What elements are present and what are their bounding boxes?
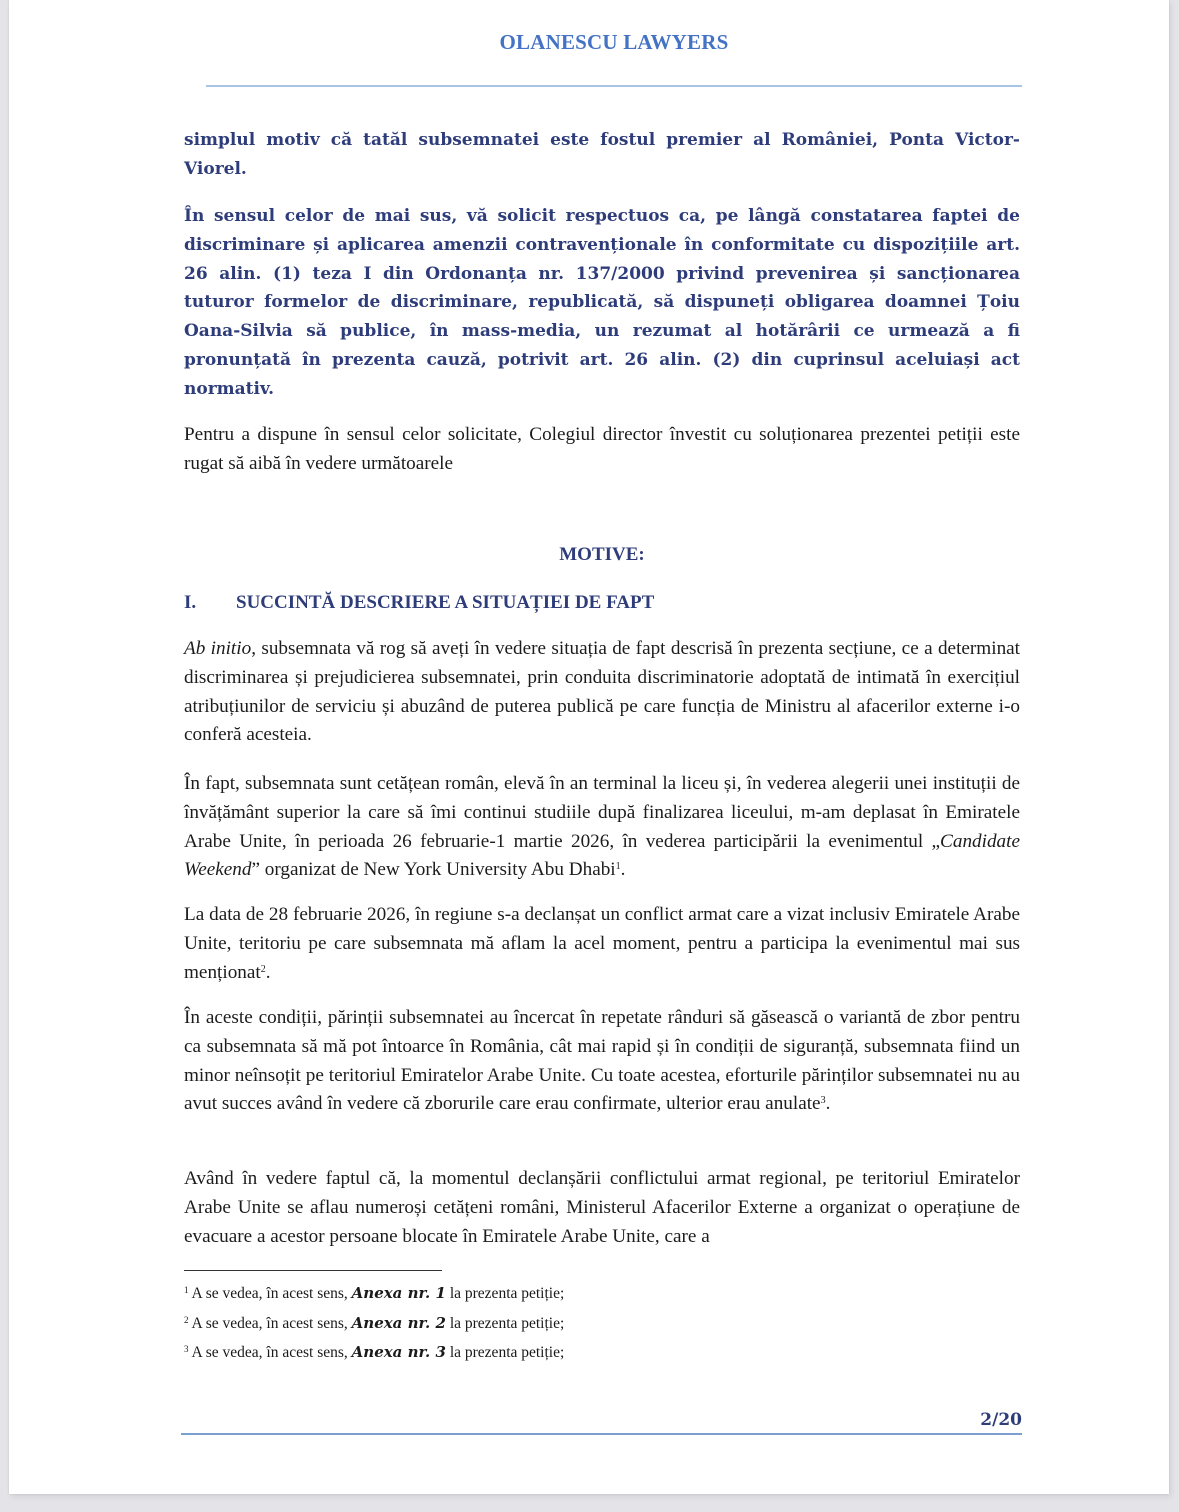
paragraph-text: . bbox=[620, 859, 626, 881]
page-number: 2/20 bbox=[980, 1410, 1022, 1430]
event-name: Candidate Weekend bbox=[184, 830, 1020, 881]
body-paragraph bbox=[184, 635, 1020, 750]
footer-divider bbox=[181, 1433, 1022, 1435]
bold-paragraph: În sensul celor de mai sus, vă solicit respectuos ca, pe lângă constatarea faptei de discriminare și aplicarea amenzii contravenționale în conformitate cu dispozițiile art. 26 alin. (1) teza I din Ordonanța nr. 137/2000 privind prevenirea și sancționarea tuturor formelor de discriminare, republicată, să dispuneți obligarea doamnei Țoiu Oana-Silvia să publice, în mass-media, un rezumat al hotărârii ce urmează a fi pronunțată în prezenta cauză, potrivit art. 26 alin. (2) din cuprinsul aceluiași act normativ. bbox=[184, 206, 1020, 399]
document-page bbox=[9, 0, 1169, 1494]
footnote-number: 2 bbox=[184, 1314, 189, 1325]
body-paragraph bbox=[184, 901, 1020, 987]
footnote-text: la prezenta petiție; bbox=[445, 1285, 565, 1302]
paragraph-text: Având în vedere faptul că, la momentul declanșării conflictului armat regional, pe teritoriul Emiratelor Arabe Unite se aflau numeroși cetățeni români, Ministerul Afacerilor Externe a organizat o operațiune de evacuare a acestor persoane blocate în Emiratele Arabe Unite, care a bbox=[184, 1168, 1020, 1247]
footnote-text: A se vedea, în acest sens, bbox=[191, 1344, 352, 1361]
footnote-number: 3 bbox=[184, 1344, 189, 1354]
footnote-separator bbox=[184, 1270, 442, 1271]
footnote-ref[interactable]: 3 bbox=[820, 1095, 826, 1107]
bold-paragraph: simplul motiv că tatăl subsemnatei este fostul premier al României, Ponta Victor-Viorel. bbox=[184, 130, 1020, 179]
motive-heading: MOTIVE: bbox=[559, 544, 645, 565]
footnote-number: 1 bbox=[184, 1285, 189, 1295]
paragraph-text: ” organizat de New York University Abu Dhabi bbox=[251, 859, 616, 881]
body-paragraph bbox=[184, 1004, 1020, 1119]
footnotes bbox=[184, 1279, 564, 1368]
body-paragraph bbox=[184, 1165, 1020, 1251]
footnote-ref[interactable]: 1 bbox=[615, 861, 621, 873]
paragraph-text: În fapt, subsemnata sunt cetățean român, elevă în an terminal la liceu și, în vederea alegerii unei instituții de învățământ superior la care să îmi continui studiile după finalizarea liceului, m-am deplasat în Emiratele Arabe Unite, în perioada 26 februarie-1 martie 2026, în vederea participării la evenimentul „ bbox=[184, 773, 1020, 852]
section-title: SUCCINTĂ DESCRIERE A SITUAȚIEI DE FAPT bbox=[236, 592, 655, 613]
annex-reference: Anexa nr. 3 bbox=[351, 1343, 446, 1361]
body-paragraph bbox=[184, 770, 1020, 885]
italic-lead: Ab initio bbox=[184, 638, 252, 659]
footnote-ref[interactable]: 2 bbox=[260, 963, 266, 975]
paragraph-text: În aceste condiții, părinții subsemnatei au încercat în repetate rânduri să găsească o variantă de zbor pentru ca subsemnata să mă pot întoarce în România, cât mai rapid și în condiții de siguranță, subsemnata fiind un minor neînsoțit pe teritoriul Emiratelor Arabe Unite. Cu toate acestea, eforturile părinților subsemnatei nu au avut succes având în vedere că zborurile care erau confirmate, ulterior erau anulate bbox=[184, 1007, 1020, 1115]
intro-paragraph: Pentru a dispune în sensul celor solicitate, Colegiul director învestit cu soluționarea prezentei petiții este rugat să aibă în vedere următoarele bbox=[184, 424, 1020, 474]
paragraph-text: La data de 28 februarie 2026, în regiune s-a declanșat un conflict armat care a vizat inclusiv Emiratele Arabe Unite, teritoriu pe care subsemnata mă aflam la acel moment, pentru a participa la evenimentul mai sus menționat bbox=[184, 904, 1020, 983]
section-number: I. bbox=[184, 592, 197, 613]
paragraph-text: . bbox=[265, 961, 271, 983]
footnote-text: A se vedea, în acest sens, bbox=[191, 1285, 352, 1302]
paragraph-text: . bbox=[825, 1093, 831, 1115]
footnote-text: la prezenta petiție; bbox=[445, 1314, 565, 1332]
section-heading bbox=[184, 592, 654, 614]
header-divider bbox=[206, 85, 1022, 87]
annex-reference: Anexa nr. 2 bbox=[351, 1313, 446, 1332]
footnote-text: A se vedea, în acest sens, bbox=[191, 1314, 352, 1332]
footnote bbox=[184, 1279, 564, 1309]
annex-reference: Anexa nr. 1 bbox=[351, 1284, 446, 1302]
paragraph-text: , subsemnata vă rog să aveți în vedere situația de fapt descrisă în prezenta secțiune, ce a determinat discriminarea și prejudicierea subsemnatei, prin conduita discriminatorie adoptată de intimată în exercițiul atribuțiunilor de serviciu și abuzând de puterea publică pe care funcția de Ministru al afacerilor externe i-o conferă acesteia. bbox=[184, 638, 1021, 746]
firm-name-header: OLANESCU LAWYERS bbox=[499, 30, 729, 54]
footnote bbox=[184, 1309, 564, 1339]
footnote bbox=[184, 1338, 564, 1368]
footnote-text: la prezenta petiție; bbox=[445, 1344, 565, 1361]
